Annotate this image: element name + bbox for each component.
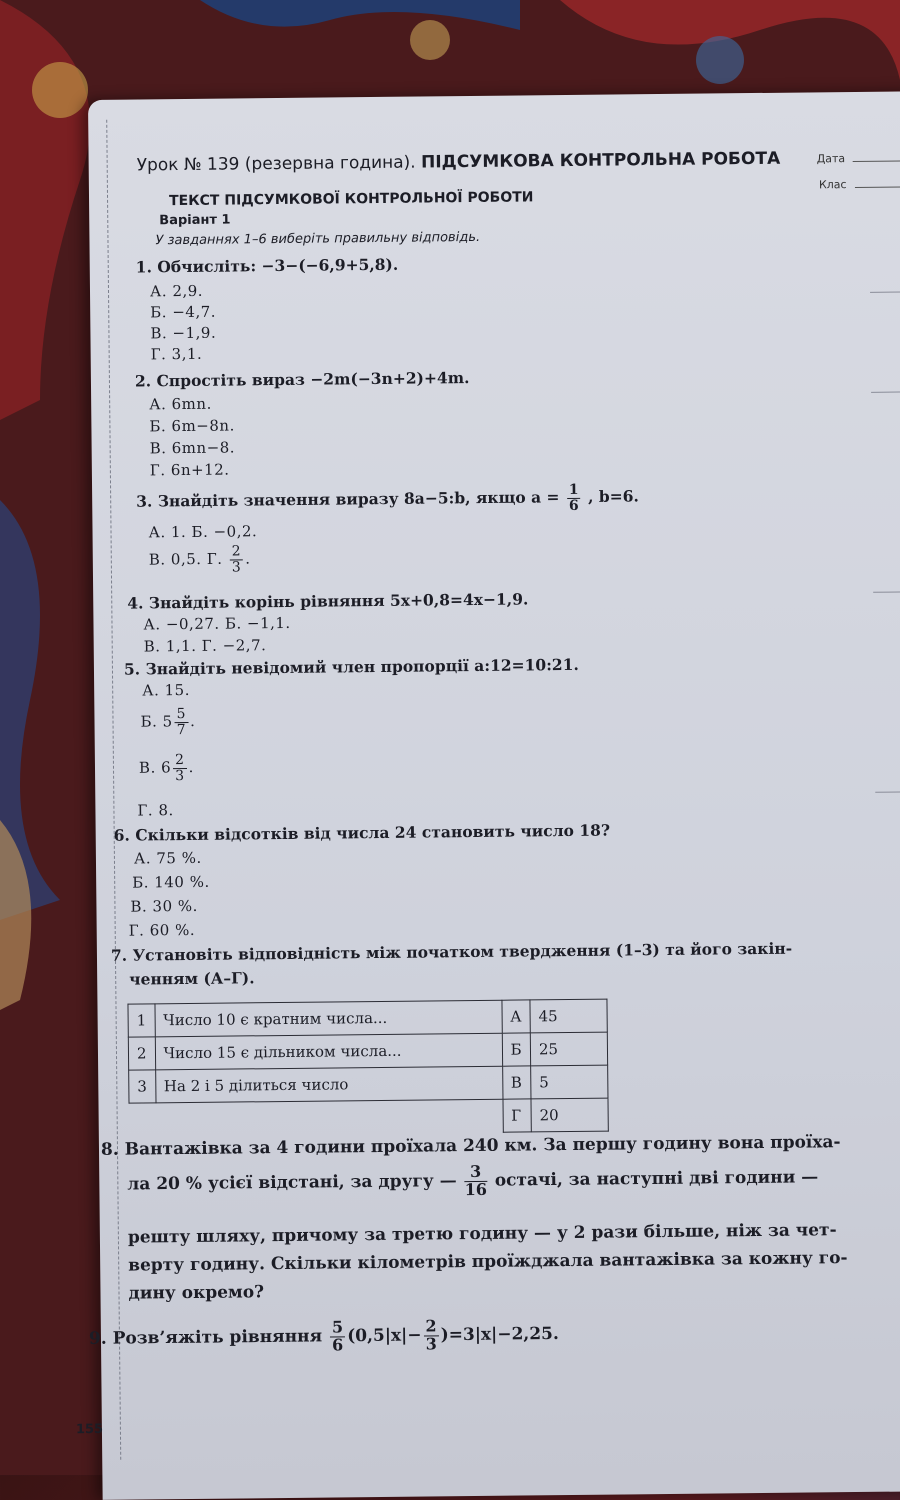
- q5-option-b: Б. 5 $\frac{5}{7}$ .: [140, 706, 196, 738]
- question-5: 5. Знайдіть невідомий член пропорції a:12=10:21.: [123, 654, 579, 679]
- q2-option-b: Б. 6m−8n.: [149, 416, 235, 436]
- q1-option-a: А. 2,9.: [149, 281, 204, 301]
- margin-line: [106, 120, 121, 1460]
- test-title: ПІДСУМКОВА КОНТРОЛЬНА РОБОТА: [420, 148, 781, 173]
- subtitle: ТЕКСТ ПІДСУМКОВОЇ КОНТРОЛЬНОЇ РОБОТИ: [168, 189, 534, 210]
- q5-option-d: Г. 8.: [137, 801, 174, 820]
- question-6: 6. Скільки відсотків від числа 24 становить число 18?: [113, 820, 611, 845]
- question-7-cont: ченням (А–Г).: [129, 968, 255, 989]
- question-8-line4: верту годину. Скільки кілометрів проїжджала вантажівка за кожну го-: [128, 1248, 848, 1276]
- question-8: 8. Вантажівка за 4 години проїхала 240 км. За першу годину вона проїха-: [100, 1132, 841, 1160]
- question-2: 2. Спростіть вираз −2m(−3n+2)+4m.: [134, 368, 470, 391]
- page-number: 155: [75, 1421, 104, 1438]
- q5-option-c: В. 6 $\frac{2}{3}$ .: [138, 752, 194, 784]
- variant-label: Варіант 1: [159, 212, 231, 229]
- q1-option-b: Б. −4,7.: [150, 302, 217, 322]
- class-field: Клас: [819, 177, 900, 191]
- q2-option-c: В. 6mn−8.: [149, 438, 236, 458]
- q5-option-a: А. 15.: [142, 680, 191, 700]
- q3-fraction: $\frac{1}{6}$: [568, 481, 579, 514]
- q1-option-c: В. −1,9.: [150, 323, 217, 343]
- q2-option-d: Г. 6n+12.: [149, 460, 230, 480]
- q6-option-b: Б. 140 %.: [132, 872, 210, 892]
- lesson-number: Урок № 139 (резервна година).: [136, 152, 416, 176]
- table-row: 1 Число 10 є кратним числа... А 45: [128, 999, 607, 1037]
- q3-options-cd: В. 0,5. Г. $\frac{2}{3}$ .: [148, 543, 251, 576]
- matching-table: [127, 999, 608, 1137]
- answer-line: [873, 591, 900, 593]
- table-row: 3 На 2 і 5 ділиться число В 5: [129, 1065, 608, 1103]
- q8-fraction: $\frac{3}{16}$: [464, 1161, 488, 1199]
- q6-option-c: В. 30 %.: [130, 896, 198, 916]
- table-row: Г 20: [129, 1098, 608, 1136]
- question-1: 1. Обчисліть: −3−(−6,9+5,8).: [135, 254, 399, 277]
- question-9: 9. Розв’яжіть рівняння $\frac{5}{6}$ (0,5|x|− $\frac{2}{3}$ )=3|x|−2,25.: [88, 1316, 559, 1355]
- q3-options-ab: А. 1. Б. −0,2.: [148, 522, 258, 542]
- answer-line: [870, 291, 900, 293]
- answer-line: [871, 391, 900, 393]
- q6-option-d: Г. 60 %.: [128, 920, 196, 940]
- q1-option-d: Г. 3,1.: [150, 344, 203, 364]
- question-3: 3. Знайдіть значення виразу 8a−5:b, якщо a = $\frac{1}{6}$ , b=6.: [136, 481, 639, 514]
- question-8-line2: ла 20 % усієї відстані, за другу — $\frac{3}{16}$ остачі, за наступні дві години —: [127, 1161, 819, 1199]
- date-field: Дата: [817, 151, 900, 165]
- instruction: У завданнях 1–6 виберіть правильну відповідь.: [155, 229, 481, 249]
- q4-options-cd: В. 1,1. Г. −2,7.: [143, 636, 267, 656]
- q4-options-ab: А. −0,27. Б. −1,1.: [143, 613, 291, 634]
- question-8-line3: решту шляху, причому за третю годину — у 2 рази більше, ніж за чет-: [127, 1220, 837, 1248]
- answer-line: [875, 791, 900, 793]
- q2-option-a: А. 6mn.: [149, 394, 212, 414]
- question-8-line5: дину окремо?: [128, 1282, 265, 1304]
- worksheet-page: [75, 91, 900, 1500]
- q6-option-a: А. 75 %.: [133, 848, 202, 868]
- table-row: 2 Число 15 є дільником числа... Б 25: [128, 1032, 607, 1070]
- question-4: 4. Знайдіть корінь рівняння 5x+0,8=4x−1,9.: [127, 589, 529, 613]
- question-7: 7. Установіть відповідність між початком твердження (1–3) та його закін-: [110, 938, 793, 965]
- lesson-title: [137, 149, 781, 176]
